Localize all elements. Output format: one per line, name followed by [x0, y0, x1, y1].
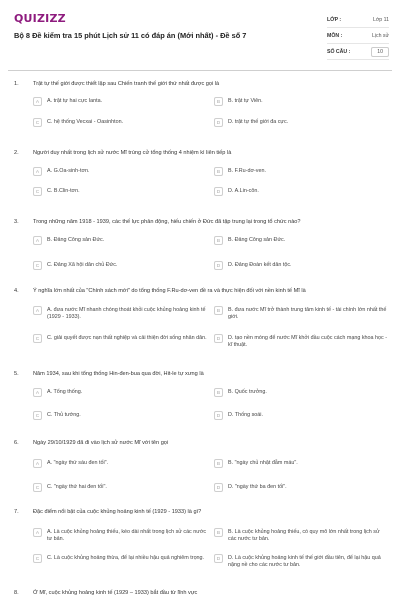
option-d[interactable] — [214, 187, 389, 196]
option-text: A. trật tự hai cực Ianta. — [47, 98, 103, 105]
question-number: 4. — [14, 288, 19, 294]
question-number: 5. — [14, 371, 19, 377]
question-number: 7. — [14, 509, 19, 515]
meta-count-row — [327, 44, 389, 60]
meta-class-value: Lớp 11 — [373, 16, 389, 23]
option-letter: D — [214, 483, 223, 492]
option-b[interactable] — [214, 388, 389, 397]
option-a[interactable] — [33, 388, 208, 397]
option-text: D. Thống soái. — [228, 412, 263, 419]
meta-count-label: SỐ CÂU : — [327, 48, 351, 55]
option-text: D. A.Lin-côn. — [228, 188, 259, 195]
document-meta — [327, 12, 389, 60]
option-letter: C — [33, 411, 42, 420]
meta-class-row — [327, 12, 389, 28]
header-divider — [8, 70, 392, 71]
option-a[interactable] — [33, 97, 208, 106]
option-letter: D — [214, 261, 223, 270]
option-text: D. Đảng Đoàn kết dân tộc. — [228, 262, 292, 269]
option-d[interactable] — [214, 411, 389, 420]
option-letter: B — [214, 97, 223, 106]
option-text: B. đưa nước Mĩ trở thành trung tâm kinh tế - tài chính lớn nhất thế giới. — [228, 307, 387, 320]
option-letter: D — [214, 334, 223, 343]
option-text: A. "ngày thứ sáu đen tối". — [47, 460, 109, 467]
option-letter: A — [33, 388, 42, 397]
option-b[interactable] — [214, 236, 389, 245]
question-text: Năm 1934, sau khi tổng thống Hin-đen-bua qua đời, Hit-le tự xưng là — [33, 371, 204, 377]
option-a[interactable] — [33, 306, 208, 320]
option-d[interactable] — [214, 334, 389, 348]
option-letter: B — [214, 459, 223, 468]
option-letter: C — [33, 261, 42, 270]
option-b[interactable] — [214, 459, 389, 468]
option-b[interactable] — [214, 528, 389, 542]
option-text: B. Là cuộc khủng hoảng thiếu, có quy mô lớn nhất trong lịch sử các nước tư bản. — [228, 529, 380, 542]
meta-subject-row — [327, 28, 389, 44]
option-d[interactable] — [214, 483, 389, 492]
option-text: C. Đảng Xã hội dân chủ Đức. — [47, 262, 118, 269]
option-text: D. Là cuộc khủng hoảng kinh tế thế giới đầu tiên, để lại hậu quả nặng nề cho các nước tư bản. — [228, 555, 381, 568]
option-text: B. trật tự Viên. — [228, 98, 263, 105]
option-letter: C — [33, 334, 42, 343]
option-text: B. Quốc trưởng. — [228, 389, 267, 396]
option-letter: A — [33, 306, 42, 315]
option-c[interactable] — [33, 411, 208, 420]
question-number: 6. — [14, 440, 19, 446]
option-c[interactable] — [33, 334, 208, 343]
option-letter: D — [214, 118, 223, 127]
option-c[interactable] — [33, 554, 208, 563]
option-text: D. tạo nền móng để nước Mĩ khởi đầu cuộc cách mạng khoa học - kĩ thuật. — [228, 335, 388, 348]
option-d[interactable] — [214, 554, 389, 568]
option-letter: B — [214, 167, 223, 176]
option-text: B. F.Ru-dơ-ven. — [228, 168, 266, 175]
option-letter: D — [214, 187, 223, 196]
question-text: Ngày 29/10/1929 đã đi vào lịch sử nước Mĩ với tên gọi — [33, 440, 169, 446]
option-c[interactable] — [33, 261, 208, 270]
document-title: Bộ 8 Đề kiểm tra 15 phút Lịch sử 11 có đáp án (Mới nhất) - Đề số 7 — [14, 31, 247, 40]
option-text: C. giải quyết được nạn thất nghiệp và cải thiện đời sống nhân dân. — [47, 335, 207, 342]
option-letter: C — [33, 187, 42, 196]
option-text: C. Là cuộc khủng hoảng thừa, để lại nhiều hậu quả nghiêm trọng. — [47, 555, 205, 562]
option-text: B. Đảng Công sản Đức. — [228, 237, 286, 244]
option-text: A. đưa nước Mĩ nhanh chóng thoát khỏi cuộc khủng hoảng kinh tế (1929 - 1933). — [47, 307, 206, 320]
option-letter: A — [33, 528, 42, 537]
option-d[interactable] — [214, 118, 389, 127]
meta-subject-value: Lịch sử — [371, 32, 389, 39]
quizizz-logo: QUIZIZZ — [14, 12, 66, 25]
option-letter: B — [214, 236, 223, 245]
option-a[interactable] — [33, 528, 208, 542]
option-b[interactable] — [214, 167, 389, 176]
document-header — [0, 0, 400, 64]
option-letter: B — [214, 306, 223, 315]
option-a[interactable] — [33, 236, 208, 245]
option-text: B. Đảng Công sản Đức. — [47, 237, 105, 244]
option-text: C. "ngày thứ hai đen tối". — [47, 484, 107, 491]
meta-class-label: LỚP : — [327, 16, 342, 23]
option-c[interactable] — [33, 118, 208, 127]
option-text: C. Thủ tướng. — [47, 412, 81, 419]
option-text: A. Là cuộc khủng hoảng thiếu, kéo dài nhất trong lịch sử các nước tư bản. — [47, 529, 207, 542]
option-b[interactable] — [214, 306, 389, 320]
option-a[interactable] — [33, 167, 208, 176]
option-text: C. B.Clin-tơn. — [47, 188, 80, 195]
question-text: Trật tự thế giới được thiết lập sau Chiến tranh thế giới thứ nhất được gọi là — [33, 81, 220, 87]
option-letter: B — [214, 388, 223, 397]
option-b[interactable] — [214, 97, 389, 106]
meta-count-value: 10 — [371, 47, 389, 57]
option-letter: C — [33, 554, 42, 563]
option-text: A. Tổng thống. — [47, 389, 83, 396]
option-a[interactable] — [33, 459, 208, 468]
option-text: B. "ngày chủ nhật đẫm máu". — [228, 460, 298, 467]
option-letter: C — [33, 118, 42, 127]
option-letter: D — [214, 411, 223, 420]
option-c[interactable] — [33, 483, 208, 492]
option-c[interactable] — [33, 187, 208, 196]
option-text: D. "ngày thứ ba đen tối". — [228, 484, 287, 491]
option-letter: A — [33, 97, 42, 106]
option-letter: A — [33, 459, 42, 468]
question-text: Người duy nhất trong lịch sử nước Mĩ trúng cử tổng thống 4 nhiệm kì liên tiếp là — [33, 150, 232, 156]
question-number: 2. — [14, 150, 19, 156]
meta-subject-label: MÔN : — [327, 32, 343, 39]
option-letter: A — [33, 167, 42, 176]
question-number: 8. — [14, 590, 19, 596]
question-number: 1. — [14, 81, 19, 87]
option-d[interactable] — [214, 261, 389, 270]
option-letter: D — [214, 554, 223, 563]
option-letter: C — [33, 483, 42, 492]
question-text: Trong những năm 1918 - 1939, các thế lực phản động, hiếu chiến ở Đức đã tập trung lại trong tổ chức nào? — [33, 219, 301, 225]
option-text: C. hệ thống Vecxai - Oasinhton. — [47, 119, 124, 126]
option-letter: B — [214, 528, 223, 537]
question-text: Ý nghĩa lớn nhất của "Chính sách mới" do tổng thống F.Ru-dơ-ven đề ra và thực hiện đối với nền kinh tế Mĩ là — [33, 288, 306, 294]
question-text: Đặc điểm nổi bật của cuộc khủng hoảng kinh tế (1929 - 1933) là gì? — [33, 509, 202, 515]
option-text: A. G.Oa-sinh-tơn. — [47, 168, 90, 175]
question-text: Ở Mĩ, cuộc khủng hoảng kinh tế (1929 – 1933) bắt đầu từ lĩnh vực — [33, 590, 198, 596]
option-letter: A — [33, 236, 42, 245]
question-number: 3. — [14, 219, 19, 225]
option-text: D. trật tự thế giới đa cực. — [228, 119, 289, 126]
